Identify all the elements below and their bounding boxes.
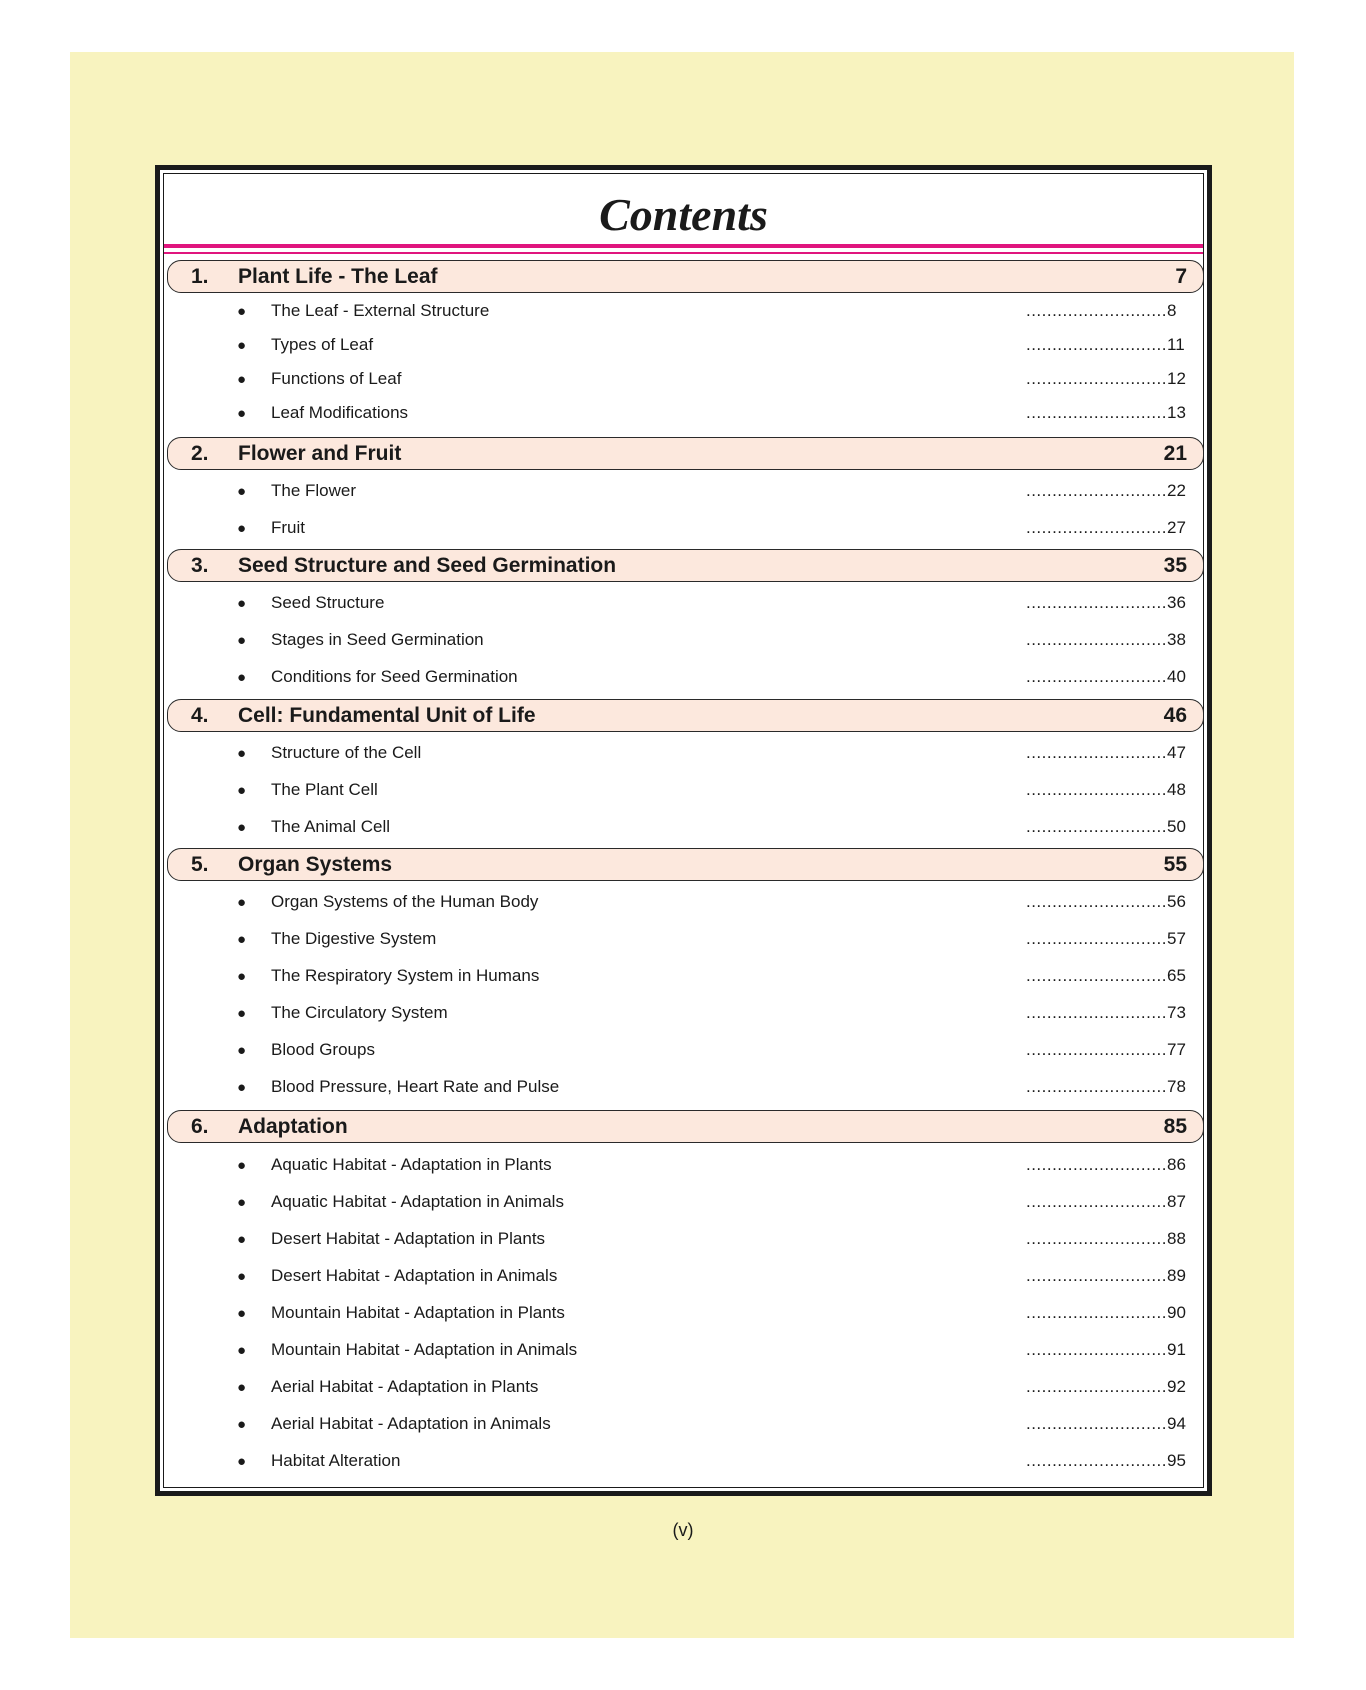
toc-entry-page: 48 [1167, 780, 1186, 799]
toc-entry[interactable] [164, 364, 1203, 394]
chapter-page: 55 [1163, 852, 1187, 876]
bullet-icon: ● [237, 594, 247, 612]
dot-leader: ........................... [1025, 1077, 1167, 1096]
bullet-icon: ● [237, 519, 247, 537]
toc-entry-page: 22 [1167, 481, 1186, 500]
toc-entry[interactable] [164, 513, 1203, 543]
toc-entry-page: 13 [1167, 403, 1186, 422]
toc-entry-page: 50 [1167, 817, 1186, 836]
bullet-icon: ● [237, 336, 247, 354]
chapter-page: 35 [1163, 553, 1187, 577]
bullet-icon: ● [237, 1193, 247, 1211]
chapter-page: 21 [1163, 441, 1187, 465]
toc-entry-page: 86 [1167, 1155, 1186, 1174]
toc-entry-label: Desert Habitat - Adaptation in Animals [271, 1266, 558, 1285]
toc-entry-page: 40 [1167, 667, 1186, 686]
toc-entry-label: The Plant Cell [271, 780, 378, 799]
toc-entry-label: Structure of the Cell [271, 743, 422, 762]
page-title: Contents [599, 189, 768, 240]
bullet-icon: ● [237, 1304, 247, 1322]
toc-entry-page: 36 [1167, 593, 1186, 612]
bullet-icon: ● [237, 404, 247, 422]
bullet-icon: ● [237, 370, 247, 388]
bullet-icon: ● [237, 1267, 247, 1285]
bullet-icon: ● [237, 1041, 247, 1059]
dot-leader: ........................... [1025, 1040, 1167, 1059]
toc-entry[interactable] [164, 1446, 1203, 1476]
dot-leader: ........................... [1025, 1414, 1167, 1433]
dot-leader: ........................... [1025, 301, 1167, 320]
toc-entry-label: Aquatic Habitat - Adaptation in Plants [271, 1155, 552, 1174]
toc-entry[interactable] [164, 398, 1203, 428]
bullet-icon: ● [237, 1156, 247, 1174]
toc-entry-page: 73 [1167, 1003, 1186, 1022]
chapter-heading[interactable] [167, 848, 1204, 881]
toc-entry[interactable] [164, 1372, 1203, 1402]
toc-entry-label: Aquatic Habitat - Adaptation in Animals [271, 1192, 564, 1211]
bullet-icon: ● [237, 302, 247, 320]
toc-entry-label: Functions of Leaf [271, 369, 402, 388]
toc-entry[interactable] [164, 662, 1203, 692]
toc-entry[interactable] [164, 961, 1203, 991]
chapter-number: 4. [191, 703, 209, 727]
toc-entry-page: 95 [1167, 1451, 1186, 1470]
toc-entry-label: The Circulatory System [271, 1003, 448, 1022]
title-rule-thin [164, 252, 1203, 254]
bullet-icon: ● [237, 1230, 247, 1248]
toc-entry-label: Fruit [271, 518, 305, 537]
toc-entry-page: 94 [1167, 1414, 1186, 1433]
bullet-icon: ● [237, 744, 247, 762]
toc-entry-label: Blood Pressure, Heart Rate and Pulse [271, 1077, 560, 1096]
chapter-number: 2. [191, 441, 209, 465]
contents-frame-inner [163, 173, 1204, 1488]
toc-entry-label: Aerial Habitat - Adaptation in Animals [271, 1414, 551, 1433]
chapter-title: Flower and Fruit [238, 441, 402, 465]
bullet-icon: ● [237, 930, 247, 948]
dot-leader: ........................... [1025, 667, 1167, 686]
dot-leader: ........................... [1025, 966, 1167, 985]
toc-entry-page: 78 [1167, 1077, 1186, 1096]
toc-entry-page: 90 [1167, 1303, 1186, 1322]
dot-leader: ........................... [1025, 1377, 1167, 1396]
chapter-heading[interactable] [167, 260, 1204, 293]
toc-entry-label: The Animal Cell [271, 817, 391, 836]
dot-leader: ........................... [1025, 481, 1167, 500]
toc-entry[interactable] [164, 998, 1203, 1028]
toc-entry[interactable] [164, 296, 1203, 326]
title-rule-thick [164, 244, 1203, 248]
toc-entry-label: Blood Groups [271, 1040, 375, 1059]
dot-leader: ........................... [1025, 817, 1167, 836]
toc-entry-page: 57 [1167, 929, 1186, 948]
toc-entry[interactable] [164, 887, 1203, 917]
dot-leader: ........................... [1025, 1003, 1167, 1022]
dot-leader: ........................... [1025, 1303, 1167, 1322]
toc-entry-label: Mountain Habitat - Adaptation in Plants [271, 1303, 565, 1322]
toc-entry-label: Habitat Alteration [271, 1451, 401, 1470]
toc-entry-label: The Flower [271, 481, 357, 500]
bullet-icon: ● [237, 893, 247, 911]
toc-entry[interactable] [164, 812, 1203, 842]
dot-leader: ........................... [1025, 1155, 1167, 1174]
toc-entry-label: Stages in Seed Germination [271, 630, 484, 649]
toc-entry[interactable] [164, 738, 1203, 768]
toc-entry[interactable] [164, 625, 1203, 655]
page-number-footer: (v) [672, 1520, 694, 1540]
toc-entry[interactable] [164, 330, 1203, 360]
toc-entry-page: 88 [1167, 1229, 1186, 1248]
chapter-page: 7 [1175, 264, 1187, 288]
chapter-heading[interactable] [167, 437, 1204, 470]
dot-leader: ........................... [1025, 892, 1167, 911]
toc-entry[interactable] [164, 1335, 1203, 1365]
bullet-icon: ● [237, 1378, 247, 1396]
toc-entry-page: 65 [1167, 966, 1186, 985]
bullet-icon: ● [237, 781, 247, 799]
bullet-icon: ● [237, 631, 247, 649]
toc-entry[interactable] [164, 775, 1203, 805]
bullet-icon: ● [237, 1004, 247, 1022]
toc-entry-label: Mountain Habitat - Adaptation in Animals [271, 1340, 578, 1359]
toc-entry-page: 47 [1167, 743, 1186, 762]
toc-entry[interactable] [164, 924, 1203, 954]
toc-entry-page: 12 [1167, 369, 1186, 388]
toc-entry-page: 77 [1167, 1040, 1186, 1059]
toc-entry-label: The Leaf - External Structure [271, 301, 490, 320]
toc-entry-page: 56 [1167, 892, 1186, 911]
dot-leader: ........................... [1025, 1266, 1167, 1285]
chapter-title: Seed Structure and Seed Germination [238, 553, 617, 577]
chapter-title: Organ Systems [238, 852, 393, 876]
toc-entry[interactable] [164, 1409, 1203, 1439]
chapter-heading[interactable] [167, 699, 1204, 732]
bullet-icon: ● [237, 1452, 247, 1470]
toc-entry[interactable] [164, 1072, 1203, 1102]
bullet-icon: ● [237, 668, 247, 686]
toc-entry-label: Organ Systems of the Human Body [271, 892, 539, 911]
chapter-number: 5. [191, 852, 209, 876]
dot-leader: ........................... [1025, 593, 1167, 612]
chapter-title: Cell: Fundamental Unit of Life [238, 703, 536, 727]
toc-entry[interactable] [164, 476, 1203, 506]
bullet-icon: ● [237, 1078, 247, 1096]
toc-entry-page: 92 [1167, 1377, 1186, 1396]
dot-leader: ........................... [1025, 929, 1167, 948]
dot-leader: ........................... [1025, 369, 1167, 388]
chapter-page: 85 [1163, 1114, 1187, 1138]
bullet-icon: ● [237, 1415, 247, 1433]
dot-leader: ........................... [1025, 743, 1167, 762]
dot-leader: ........................... [1025, 630, 1167, 649]
contents-frame [155, 165, 1212, 1496]
bullet-icon: ● [237, 818, 247, 836]
toc-entry[interactable] [164, 1150, 1203, 1180]
toc-entry[interactable] [164, 1187, 1203, 1217]
bullet-icon: ● [237, 1341, 247, 1359]
toc-entry-page: 87 [1167, 1192, 1186, 1211]
chapter-title: Plant Life - The Leaf [238, 264, 438, 288]
toc-entry[interactable] [164, 588, 1203, 618]
toc-entry[interactable] [164, 1298, 1203, 1328]
dot-leader: ........................... [1025, 403, 1167, 422]
toc-entry-page: 38 [1167, 630, 1186, 649]
toc-entry[interactable] [164, 1261, 1203, 1291]
toc-entry-label: The Respiratory System in Humans [271, 966, 540, 985]
dot-leader: ........................... [1025, 1229, 1167, 1248]
dot-leader: ........................... [1025, 780, 1167, 799]
dot-leader: ........................... [1025, 1451, 1167, 1470]
toc-entry-label: The Digestive System [271, 929, 437, 948]
chapter-number: 6. [191, 1114, 209, 1138]
toc-entry[interactable] [164, 1224, 1203, 1254]
bullet-icon: ● [237, 482, 247, 500]
chapter-heading[interactable] [167, 549, 1204, 582]
toc-entry-label: Aerial Habitat - Adaptation in Plants [271, 1377, 539, 1396]
toc-entry-label: Seed Structure [271, 593, 385, 612]
dot-leader: ........................... [1025, 1192, 1167, 1211]
dot-leader: ........................... [1025, 335, 1167, 354]
toc-entry-page: 11 [1167, 335, 1185, 354]
chapter-number: 3. [191, 553, 209, 577]
toc-entry-label: Conditions for Seed Germination [271, 667, 518, 686]
bullet-icon: ● [237, 967, 247, 985]
chapter-number: 1. [191, 264, 209, 288]
toc-entry-page: 89 [1167, 1266, 1186, 1285]
dot-leader: ........................... [1025, 518, 1167, 537]
chapter-title: Adaptation [238, 1114, 348, 1138]
toc-entry-page: 8 [1167, 301, 1177, 320]
toc-entry-page: 27 [1167, 518, 1186, 537]
toc-entry[interactable] [164, 1035, 1203, 1065]
toc-entry-label: Leaf Modifications [271, 403, 409, 422]
chapter-heading[interactable] [167, 1110, 1204, 1143]
toc-entry-label: Types of Leaf [271, 335, 374, 354]
toc-entry-page: 91 [1167, 1340, 1186, 1359]
chapter-page: 46 [1163, 703, 1187, 727]
toc-entry-label: Desert Habitat - Adaptation in Plants [271, 1229, 546, 1248]
dot-leader: ........................... [1025, 1340, 1167, 1359]
